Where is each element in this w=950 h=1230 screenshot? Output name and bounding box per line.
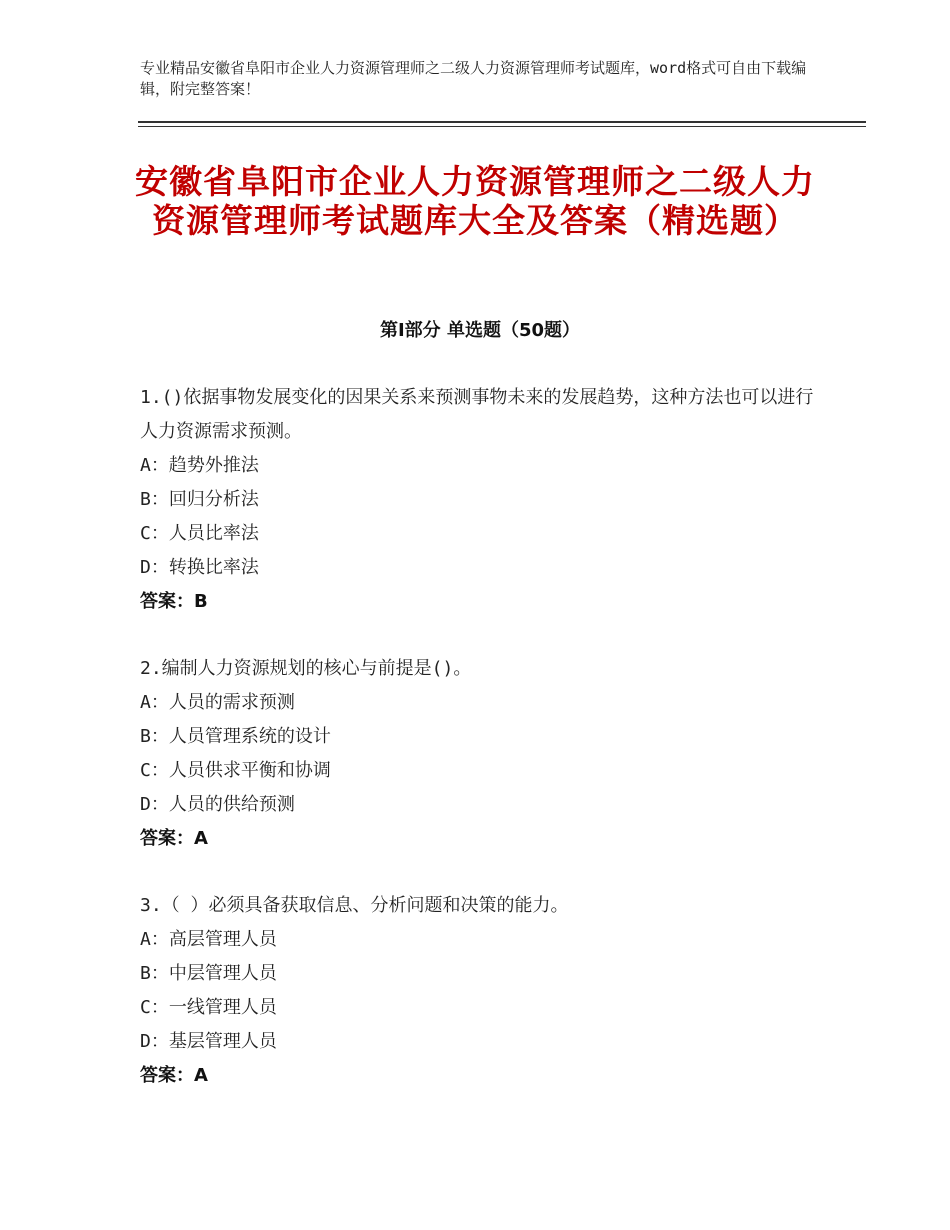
option-b: B：人员管理系统的设计 — [140, 726, 331, 747]
option-c: C：人员比率法 — [140, 523, 259, 544]
answer-line: 答案：A — [140, 1065, 208, 1086]
option-a: A：趋势外推法 — [140, 455, 259, 476]
question-list — [140, 381, 820, 1126]
answer-line: 答案：A — [140, 828, 208, 849]
question-3 — [140, 889, 820, 1093]
answer-line: 答案：B — [140, 591, 208, 612]
option-c: C：一线管理人员 — [140, 997, 277, 1018]
question-1 — [140, 381, 820, 619]
option-a: A：人员的需求预测 — [140, 692, 295, 713]
header-note: 专业精品安徽省阜阳市企业人力资源管理师之二级人力资源管理师考试题库，word格式可自由下载编辑，附完整答案！ — [140, 59, 807, 98]
header-rule-thin — [138, 126, 866, 127]
section-heading: 第Ⅰ部分 单选题（50题） — [379, 320, 580, 341]
option-c: C：人员供求平衡和协调 — [140, 760, 331, 781]
option-b: B：中层管理人员 — [140, 963, 277, 984]
option-d: D：人员的供给预测 — [140, 794, 295, 815]
question-stem: 1.()依据事物发展变化的因果关系来预测事物未来的发展趋势，这种方法也可以进行人力资源需求预测。 — [140, 387, 814, 442]
option-a: A：高层管理人员 — [140, 929, 277, 950]
option-d: D：基层管理人员 — [140, 1031, 277, 1052]
header-rule-thick — [138, 121, 866, 123]
question-2 — [140, 652, 820, 856]
option-d: D：转换比率法 — [140, 557, 259, 578]
question-stem: 3.（ ）必须具备获取信息、分析问题和决策的能力。 — [140, 895, 569, 916]
question-stem: 2.编制人力资源规划的核心与前提是()。 — [140, 658, 472, 679]
option-b: B：回归分析法 — [140, 489, 259, 510]
document-title: 安徽省阜阳市企业人力资源管理师之二级人力资源管理师考试题库大全及答案（精选题） — [135, 162, 815, 240]
